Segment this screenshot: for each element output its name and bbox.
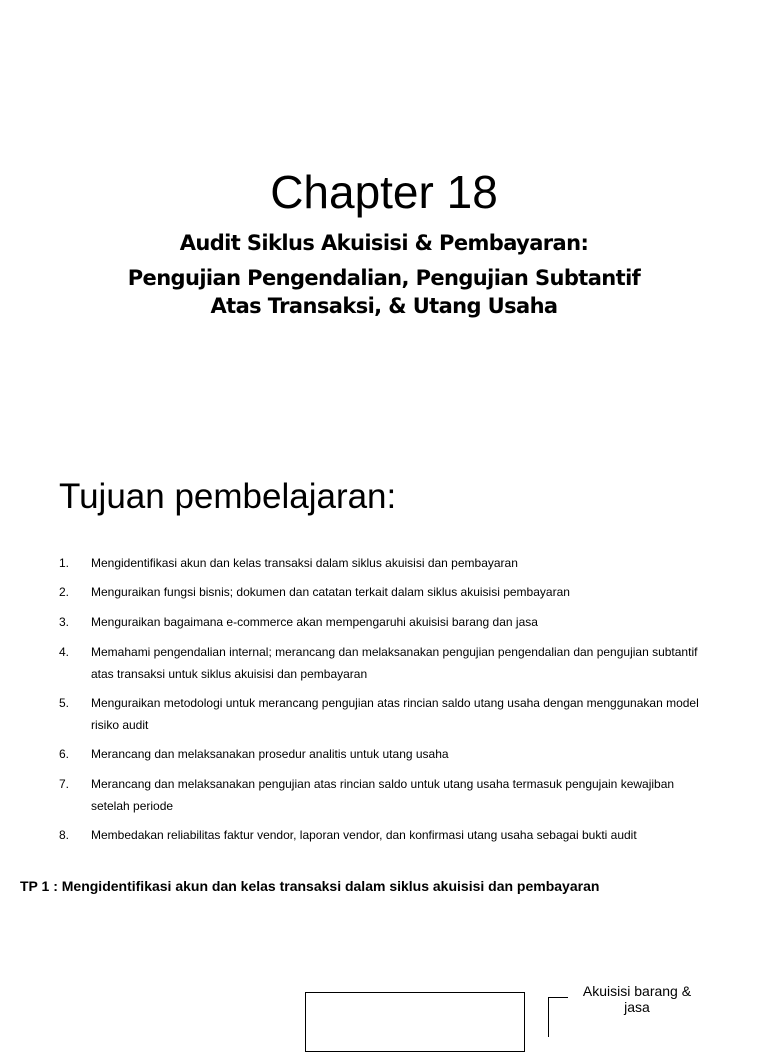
list-item-text: Merancang dan melaksanakan prosedur analitis untuk utang usaha (91, 747, 449, 761)
list-item-number: 7. (59, 777, 70, 791)
list-item (59, 824, 719, 846)
diagram-label: Akuisisi barang & jasa (582, 983, 692, 1015)
list-item-text: Memahami pengendalian internal; merancang dan melaksanakan pengujian pengendalian dan pengujian subtantif atas transaksi untuk siklus akuisisi dan pembayaran (91, 645, 698, 681)
list-item-text: Mengidentifikasi akun dan kelas transaksi dalam siklus akuisisi dan pembayaran (91, 556, 518, 570)
list-item-text: Menguraikan fungsi bisnis; dokumen dan catatan terkait dalam siklus akuisisi pembayaran (91, 585, 570, 599)
tp1-heading: TP 1 : Mengidentifikasi akun dan kelas transaksi dalam siklus akuisisi dan pembayaran (20, 878, 600, 894)
objectives-heading: Tujuan pembelajaran: (59, 477, 397, 516)
list-item-text: Menguraikan bagaimana e-commerce akan mempengaruhi akuisisi barang dan jasa (91, 615, 538, 629)
list-item (59, 611, 719, 633)
list-item-text: Membedakan reliabilitas faktur vendor, laporan vendor, dan konfirmasi utang usaha sebagai bukti audit (91, 828, 637, 842)
list-item (59, 773, 719, 817)
chapter-title: Chapter 18 (270, 166, 498, 218)
list-item (59, 692, 719, 736)
list-item (59, 581, 719, 603)
list-item (59, 552, 719, 574)
list-item-number: 4. (59, 645, 70, 659)
list-item-text: Menguraikan metodologi untuk merancang pengujian atas rincian saldo utang usaha dengan menggunakan model risiko audit (91, 696, 699, 732)
subtitle-line-3: Atas Transaksi, & Utang Usaha (210, 294, 558, 318)
diagram-box (305, 992, 525, 1052)
list-item-number: 5. (59, 696, 70, 710)
list-item-number: 6. (59, 747, 70, 761)
subtitle-line-2: Pengujian Pengendalian, Pengujian Subtantif (127, 266, 641, 290)
list-item-number: 3. (59, 615, 70, 629)
list-item-text: Merancang dan melaksanakan pengujian atas rincian saldo untuk utang usaha termasuk pengujain kewajiban setelah periode (91, 777, 675, 813)
list-item-number: 2. (59, 585, 70, 599)
list-item-number: 8. (59, 828, 70, 842)
list-item (59, 641, 719, 685)
diagram-bracket (548, 997, 568, 1037)
list-item-number: 1. (59, 556, 70, 570)
subtitle-line-1: Audit Siklus Akuisisi & Pembayaran: (179, 231, 589, 255)
list-item (59, 743, 719, 765)
